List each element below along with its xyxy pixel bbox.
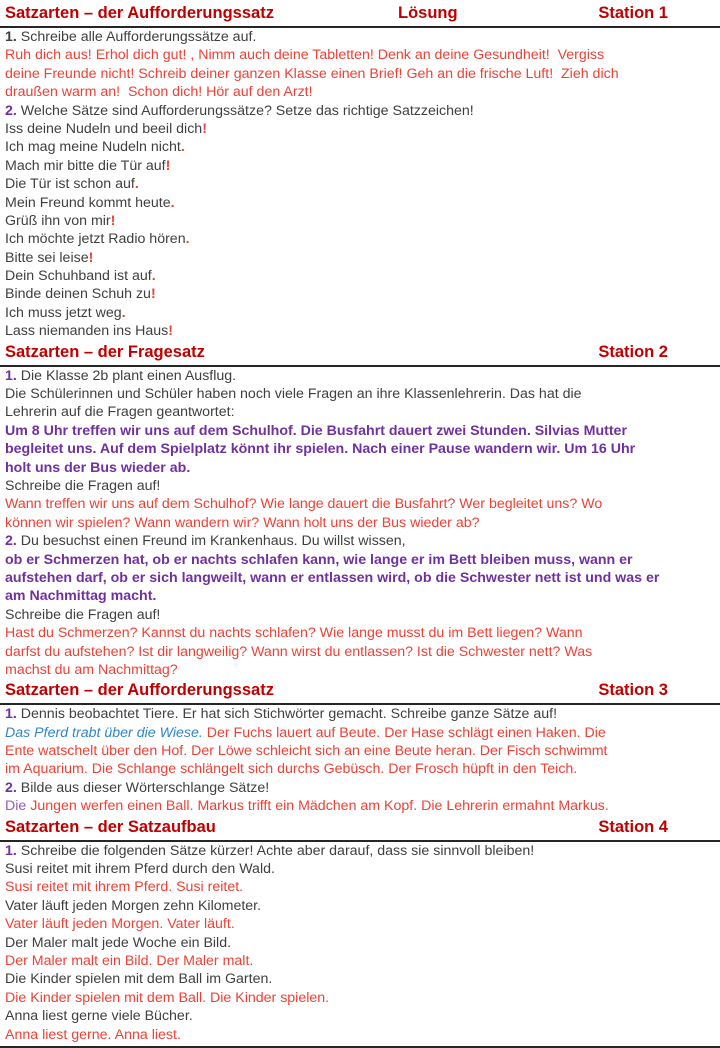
text-line <box>0 367 720 385</box>
text-segment: Dennis beobachtet Tiere. Er hat sich Stichwörter gemacht. Schreibe ganze Sätze auf! <box>16 706 558 723</box>
text-line <box>0 551 720 569</box>
text-segment: Schreibe alle Aufforderungssätze auf. <box>16 29 257 45</box>
text-segment: draußen warm an! Schon dich! Hör auf den Arzt! <box>5 84 313 101</box>
text-line <box>0 569 720 587</box>
text-segment: Susi reitet mit ihrem Pferd. Susi reitet. <box>5 879 244 896</box>
text-line <box>0 267 720 285</box>
text-line <box>0 532 720 550</box>
text-line <box>0 495 720 513</box>
section-header <box>0 679 720 705</box>
text-segment: Anna liest gerne viele Bücher. <box>5 1008 193 1025</box>
text-segment: Hast du Schmerzen? Kannst du nachts schlafen? Wie lange musst du im Bett liegen? Wann <box>5 625 583 642</box>
text-segment: Der Maler malt ein Bild. Der Maler malt. <box>5 952 254 969</box>
worksheet-section <box>0 816 720 1044</box>
text-segment: begleitet uns. Auf dem Spielplatz könnt ihr spielen. Nach einer Pause wandern wir. Um 16 Uhr <box>5 441 636 458</box>
text-line <box>0 1007 720 1025</box>
text-segment: Um 8 Uhr treffen wir uns auf dem Schulhof. Die Busfahrt dauert zwei Stunden. Silvias Mutter <box>5 422 627 439</box>
solution-label: Lösung <box>398 4 458 22</box>
text-segment: Dein Schuhband ist auf <box>5 268 152 285</box>
text-segment: Ich möchte jetzt Radio hören <box>5 231 186 248</box>
text-segment: Schreibe die folgenden Sätze kürzer! Achte aber darauf, dass sie sinnvoll bleiben! <box>16 842 535 859</box>
text-segment: ! <box>150 286 156 303</box>
text-line <box>0 322 720 340</box>
text-line <box>0 606 720 624</box>
section-title: Satzarten – der Fragesatz <box>5 342 205 361</box>
station-label: Station 2 <box>598 342 668 361</box>
text-segment: Die Tür ist schon auf <box>5 176 135 193</box>
text-line <box>0 705 720 723</box>
text-segment: Schreibe die Fragen auf! <box>5 477 161 494</box>
station-label: Station 4 <box>598 817 668 836</box>
text-line <box>0 46 720 64</box>
text-segment: Die Schülerinnen und Schüler haben noch viele Fragen an ihre Klassenlehrerin. Das hat die <box>5 386 582 403</box>
text-segment: Die <box>5 798 27 815</box>
text-segment: 1. <box>5 706 17 723</box>
text-segment: ! <box>110 212 116 229</box>
text-segment: 2. <box>5 533 17 550</box>
section-title: Satzarten – der Aufforderungssatz <box>5 4 274 22</box>
text-line <box>0 989 720 1007</box>
text-segment: Die Klasse 2b plant einen Ausflug. <box>16 367 237 384</box>
text-line <box>0 175 720 193</box>
text-line <box>0 797 720 815</box>
text-line <box>0 760 720 778</box>
text-line <box>0 661 720 679</box>
text-segment: ! <box>202 120 207 137</box>
text-segment: Du besuchst einen Freund im Krankenhaus. Du willst wissen, <box>16 533 406 550</box>
text-line <box>0 643 720 661</box>
text-line <box>0 477 720 495</box>
text-segment: Bilde aus dieser Wörterschlange Sätze! <box>16 779 270 796</box>
text-segment: 1. <box>5 367 17 384</box>
text-line <box>0 403 720 421</box>
text-segment: im Aquarium. Die Schlange schlängelt sich durchs Gebüsch. Der Frosch hüpft in den Teich. <box>5 761 578 778</box>
section-header <box>0 816 720 842</box>
text-line <box>0 624 720 642</box>
station-label: Station 3 <box>598 681 668 700</box>
text-segment: Binde deinen Schuh zu <box>5 286 151 303</box>
section-title: Satzarten – der Satzaufbau <box>5 817 216 836</box>
text-line <box>0 285 720 303</box>
text-segment: Lass niemanden ins Haus <box>5 323 169 340</box>
text-segment: ! <box>168 323 173 340</box>
text-line <box>0 587 720 605</box>
worksheet-section <box>0 2 720 341</box>
text-line <box>0 724 720 742</box>
text-segment: . <box>185 231 190 248</box>
section-header <box>0 2 720 28</box>
text-segment: Ente watschelt über den Hof. Der Löwe schleicht sich an eine Beute heran. Der Fisch schwimmt <box>5 743 608 760</box>
text-segment: können wir spielen? Wann wandern wir? Wann holt uns der Bus wieder ab? <box>5 514 480 531</box>
text-line <box>0 385 720 403</box>
text-segment: Ich muss jetzt weg <box>5 304 122 321</box>
text-line <box>0 65 720 83</box>
text-segment: 2. <box>5 102 17 119</box>
worksheet-section <box>0 679 720 815</box>
text-line <box>0 422 720 440</box>
text-line <box>0 120 720 138</box>
section-header <box>0 341 720 367</box>
text-segment: Ich mag meine Nudeln nicht <box>5 139 181 156</box>
text-segment: Mach mir bitte die Tür auf <box>5 157 166 174</box>
text-line <box>0 860 720 878</box>
text-segment: Ruh dich aus! Erhol dich gut! , Nimm auch deine Tabletten! Denk an deine Gesundheit! Vergiss <box>5 47 605 64</box>
text-segment: 2. <box>5 779 17 796</box>
text-segment: Welche Sätze sind Aufforderungssätze? Setze das richtige Satzzeichen! <box>16 102 474 119</box>
text-line <box>0 878 720 896</box>
text-line <box>0 459 720 477</box>
text-line <box>0 742 720 760</box>
worksheet-section <box>0 341 720 680</box>
text-segment: . <box>151 268 156 285</box>
text-segment: deine Freunde nicht! Schreib deiner ganzen Klasse einen Brief! Geh an die frische Luft! Zieh dich <box>5 65 619 82</box>
text-line <box>0 440 720 458</box>
text-line <box>0 102 720 120</box>
text-segment: Schreibe die Fragen auf! <box>5 606 161 623</box>
text-segment: Lehrerin auf die Fragen geantwortet: <box>5 404 235 421</box>
text-line <box>0 952 720 970</box>
text-segment: Iss deine Nudeln und beeil dich <box>5 120 203 137</box>
text-segment: Das Pferd trabt über die Wiese. <box>5 724 203 741</box>
text-segment: ! <box>165 157 171 174</box>
text-segment: Jungen werfen einen Ball. Markus trifft ein Mädchen am Kopf. Die Lehrerin ermahnt Markus. <box>26 798 609 815</box>
text-line <box>0 230 720 248</box>
text-line <box>0 779 720 797</box>
text-segment: . <box>170 194 175 211</box>
text-line <box>0 249 720 267</box>
text-segment: 1. <box>5 29 17 45</box>
text-segment: ! <box>88 249 94 266</box>
text-line <box>0 212 720 230</box>
text-segment: am Nachmittag macht. <box>5 588 157 605</box>
text-segment: Der Maler malt jede Woche ein Bild. <box>5 934 232 951</box>
text-segment: . <box>121 304 126 321</box>
text-line <box>0 915 720 933</box>
text-line <box>0 138 720 156</box>
text-segment: Mein Freund kommt heute <box>5 194 171 211</box>
text-segment: Susi reitet mit ihrem Pferd durch den Wald. <box>5 861 275 878</box>
text-line <box>0 970 720 988</box>
text-line <box>0 1026 720 1044</box>
text-segment: Vater läuft jeden Morgen. Vater läuft. <box>5 916 235 933</box>
text-segment: Vater läuft jeden Morgen zehn Kilometer. <box>5 897 262 914</box>
text-line <box>0 842 720 860</box>
text-segment: . <box>134 176 139 193</box>
text-line <box>0 514 720 532</box>
text-segment: machst du am Nachmittag? <box>5 661 178 678</box>
text-segment: Grüß ihn von mir <box>5 212 111 229</box>
text-line <box>0 897 720 915</box>
text-segment: Die Kinder spielen mit dem Ball. Die Kinder spielen. <box>5 989 330 1006</box>
text-segment: aufstehen darf, ob er sich langweilt, wann er entlassen wird, ob die Schwester nett ist und was er <box>5 569 660 586</box>
text-segment: darfst du aufstehen? Ist dir langweilig? Wann wirst du entlassen? Ist die Schwester nett? Was <box>5 643 593 660</box>
section-title: Satzarten – der Aufforderungssatz <box>5 681 274 700</box>
text-segment: holt uns der Bus wieder ab. <box>5 459 191 476</box>
text-segment: Anna liest gerne. Anna liest. <box>5 1026 181 1043</box>
text-segment: Der Fuchs lauert auf Beute. Der Hase schlägt einen Haken. Die <box>202 724 606 741</box>
text-line <box>0 28 720 46</box>
text-segment: Bitte sei leise <box>5 249 89 266</box>
text-line <box>0 157 720 175</box>
text-segment: Wann treffen wir uns auf dem Schulhof? Wie lange dauert die Busfahrt? Wer begleitet uns? Wo <box>5 496 603 513</box>
text-line <box>0 934 720 952</box>
text-line <box>0 194 720 212</box>
text-segment: . <box>180 139 185 156</box>
text-segment: ob er Schmerzen hat, ob er nachts schlafen kann, wie lange er im Bett bleiben muss, wann er <box>5 551 633 568</box>
text-segment: 1. <box>5 842 17 859</box>
text-line <box>0 304 720 322</box>
text-line <box>0 83 720 101</box>
station-label: Station 1 <box>598 4 668 22</box>
text-segment: Die Kinder spielen mit dem Ball im Garten. <box>5 971 273 988</box>
